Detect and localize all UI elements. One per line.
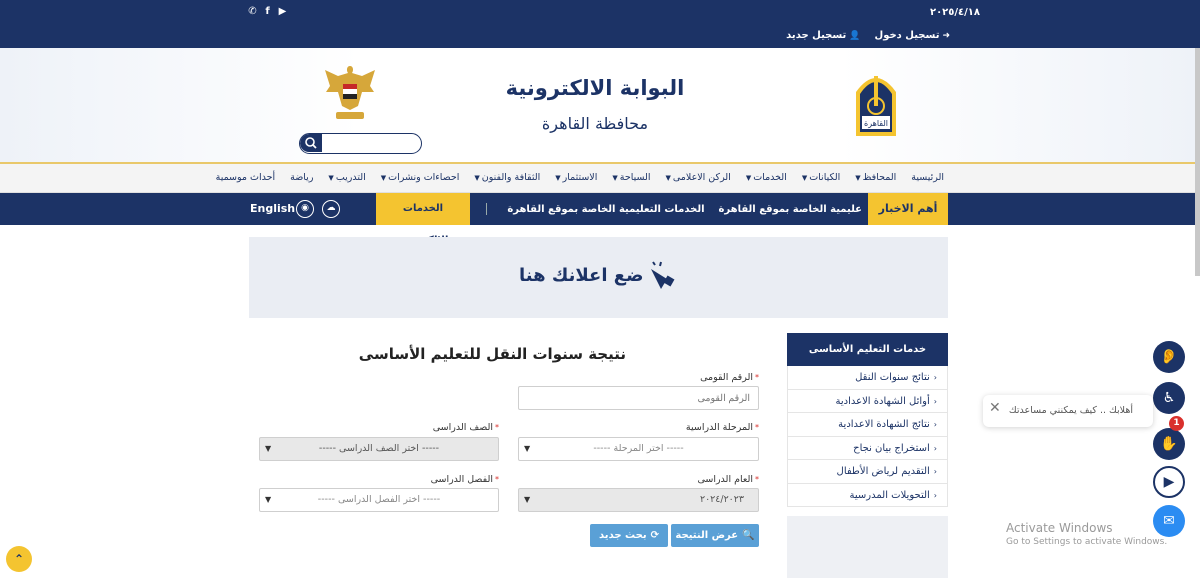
sidebar-item-transfer-results[interactable]: ‹نتائج سنوات النقل — [787, 366, 948, 390]
sidebar-title: خدمات التعليم الأساسى — [787, 333, 948, 366]
youtube-icon[interactable]: ▶ — [278, 6, 287, 17]
top-bar — [0, 0, 1200, 48]
sidebar-item-school-transfers[interactable]: ‹التحويلات المدرسية — [787, 484, 948, 508]
education-services-sidebar — [787, 333, 948, 578]
chevron-left-icon: ‹ — [933, 420, 937, 429]
news-item[interactable]: عليمية الخاصة بموقع القاهرة — [718, 203, 862, 215]
contrast-icon[interactable]: ◉ — [296, 200, 314, 218]
register-link[interactable] — [786, 30, 860, 41]
news-bar — [0, 193, 1200, 225]
nav-item-investment[interactable]: الاستثمار▼ — [555, 172, 598, 183]
nav-item-seasonal[interactable]: أحداث موسمية — [215, 172, 276, 183]
form-title: نتيجة سنوات النقل للتعليم الأساسى — [358, 345, 626, 363]
chevron-left-icon: ‹ — [933, 443, 937, 453]
site-title: البوابة الالكترونية — [505, 76, 685, 100]
social-links — [248, 6, 287, 17]
nav-item-services[interactable]: الخدمات▼ — [745, 172, 787, 183]
search-icon: 🔍 — [742, 530, 755, 541]
news-divider — [486, 203, 487, 215]
logo-text: القاهرة — [864, 119, 888, 128]
chat-prompt — [983, 395, 1153, 427]
nav-item-culture[interactable]: الثقافة والفنون▼ — [474, 172, 541, 183]
chevron-down-icon: ▼ — [328, 174, 334, 182]
egypt-eagle-icon — [322, 62, 378, 124]
chevron-left-icon: ‹ — [933, 396, 937, 406]
nav-item-training[interactable]: التدريب▼ — [328, 172, 366, 183]
national-id-input[interactable] — [518, 386, 759, 410]
grade-label: *الصف الدراسى — [432, 422, 499, 433]
chevron-down-icon: ▼ — [665, 174, 671, 182]
search-input[interactable] — [324, 135, 416, 150]
nav-item-tourism[interactable]: السياحة▼ — [612, 172, 651, 183]
site-subtitle: محافظة القاهرة — [541, 114, 649, 133]
search-icon — [300, 134, 322, 152]
stage-label: *المرحلة الدراسية — [685, 422, 759, 433]
nav-item-entities[interactable]: الكيانات▼ — [801, 172, 841, 183]
news-ticker — [490, 193, 862, 225]
video-player-icon[interactable]: ▶ — [1153, 466, 1185, 498]
login-link[interactable] — [875, 30, 950, 41]
english-language-link[interactable]: English — [250, 202, 296, 215]
messenger-icon[interactable]: ✉ — [1153, 505, 1185, 537]
chat-message: أهلابك .. كيف يمكنني مساعدتك — [1008, 405, 1133, 416]
cloud-icon[interactable]: ☁ — [322, 200, 340, 218]
chevron-left-icon: ‹ — [933, 490, 937, 500]
account-links — [786, 30, 950, 41]
chevron-down-icon: ▼ — [380, 174, 387, 182]
megaphone-icon — [647, 261, 677, 293]
activate-windows-title: Activate Windows — [1006, 521, 1113, 535]
search-button[interactable] — [300, 134, 322, 152]
facebook-icon[interactable]: f — [265, 6, 270, 17]
news-tag: أهم الاخبار — [868, 193, 948, 225]
activate-windows-subtitle: Go to Settings to activate Windows. — [1006, 537, 1168, 547]
news-item[interactable]: الخدمات التعليمية الخاصة بموقع القاهرة — [507, 203, 705, 215]
ad-banner[interactable] — [249, 237, 948, 318]
hearing-accessibility-icon[interactable]: 👂 — [1153, 341, 1185, 373]
current-date: ٢٠٢٥/٤/١٨ — [929, 7, 980, 18]
chevron-down-icon: ▼ — [524, 495, 531, 504]
login-label: تسجيل دخول — [874, 30, 940, 41]
chevron-down-icon: ▼ — [612, 174, 618, 182]
chevron-down-icon: ▼ — [265, 444, 272, 453]
accessibility-icon[interactable]: ♿ — [1153, 382, 1185, 414]
year-select[interactable]: ٢٠٢٤/٢٠٢٣ ▼ — [518, 488, 759, 512]
scroll-top-icon[interactable]: ⌃ — [6, 546, 32, 572]
chevron-left-icon: ‹ — [933, 373, 937, 382]
main-nav — [0, 164, 1200, 193]
nav-item-statistics[interactable]: احصاءات ونشرات▼ — [380, 172, 460, 183]
cairo-logo-icon[interactable] — [852, 66, 900, 138]
login-icon: ➜ — [942, 30, 950, 41]
register-label: تسجيل جديد — [786, 30, 847, 41]
term-select[interactable]: ----- اختر الفصل الدراسى ----- ▼ — [259, 488, 499, 512]
show-result-button[interactable]: عرض النتيجة 🔍 — [671, 524, 759, 547]
year-label: *العام الدراسى — [697, 474, 759, 485]
chevron-down-icon: ▼ — [474, 174, 480, 182]
nav-item-sports[interactable]: رياضة — [290, 172, 314, 183]
sidebar-item-success-certificate[interactable]: ‹استخراج بيان نجاح — [787, 437, 948, 461]
national-id-label: *الرقم القومى — [700, 372, 759, 383]
chevron-down-icon: ▼ — [555, 174, 561, 182]
sidebar-panel — [787, 516, 948, 578]
chevron-down-icon: ▼ — [745, 174, 752, 182]
chevron-down-icon: ▼ — [524, 444, 531, 453]
new-search-button[interactable]: بحث جديد ⟳ — [590, 524, 668, 547]
chevron-down-icon: ▼ — [801, 174, 808, 182]
term-label: *الفصل الدراسى — [430, 474, 499, 485]
chevron-down-icon: ▼ — [855, 174, 861, 182]
sidebar-item-prep-toppers[interactable]: ‹أوائل الشهادة الاعدادية — [787, 390, 948, 414]
search-box — [299, 133, 422, 154]
chevron-down-icon: ▼ — [265, 495, 272, 504]
whatsapp-icon[interactable]: ✆ — [248, 6, 257, 17]
sidebar-item-prep-results[interactable]: ‹نتائج الشهادة الاعدادية — [787, 413, 948, 437]
scrollbar-thumb[interactable] — [1195, 48, 1200, 276]
chevron-left-icon: ‹ — [933, 467, 937, 476]
user-plus-icon: 👤 — [849, 30, 861, 41]
sign-language-icon[interactable]: ✋ — [1153, 428, 1185, 460]
eservices-button[interactable]: الخدمات — [376, 193, 470, 225]
grade-select[interactable]: ----- اختر الصف الدراسى ----- ▼ — [259, 437, 499, 461]
nav-item-media[interactable]: الركن الاعلامى▼ — [665, 172, 731, 183]
ad-text: ضع اعلانك هنا — [519, 265, 644, 286]
refresh-icon: ⟳ — [650, 530, 659, 541]
close-icon[interactable]: ✕ — [989, 400, 1001, 416]
nav-item-governor[interactable]: المحافظ▼ — [855, 172, 897, 183]
stage-select[interactable]: ----- اختر المرحلة ----- ▼ — [518, 437, 759, 461]
site-header — [0, 48, 1200, 164]
notification-badge: 1 — [1169, 416, 1184, 431]
nav-item-home[interactable]: الرئيسية — [911, 172, 944, 183]
sidebar-item-kindergarten[interactable]: ‹التقديم لرياض الأطفال — [787, 460, 948, 484]
